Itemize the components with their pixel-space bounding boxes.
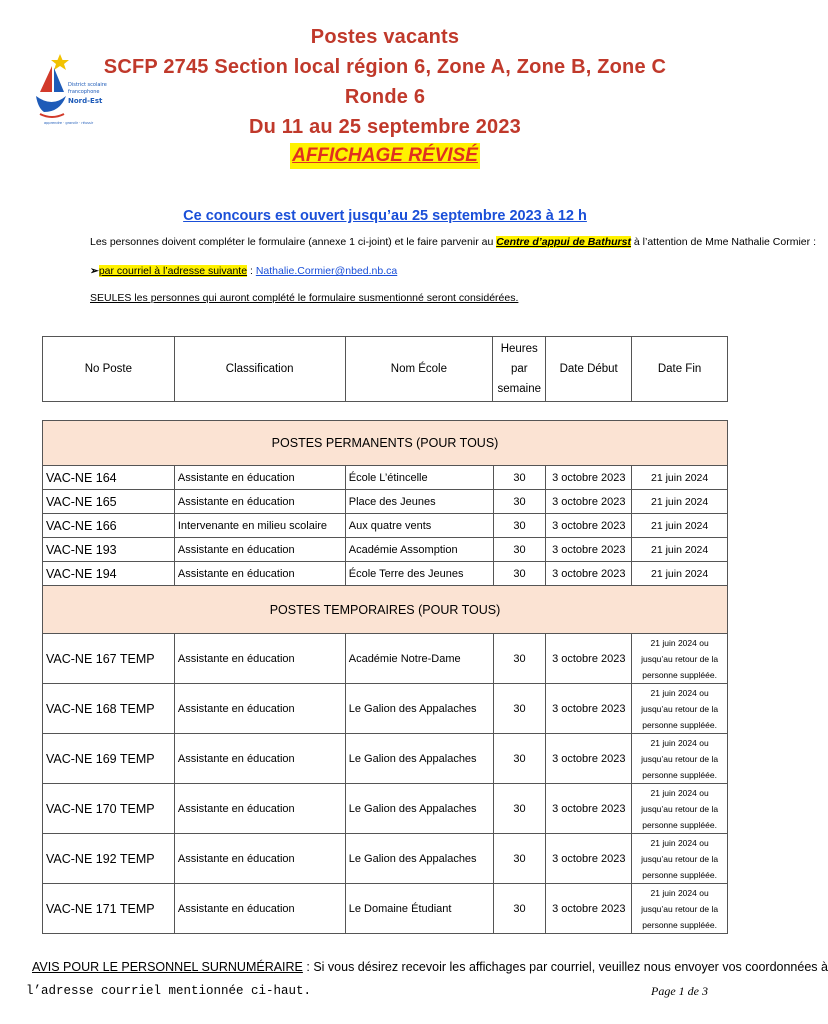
table-row [43,538,728,562]
table-row [43,514,728,538]
header-date-debut: Date Début [546,337,632,402]
svg-text:District scolaire: District scolaire [68,82,107,88]
header-classification: Classification [174,337,345,402]
section-permanent: POSTES PERMANENTS (POUR TOUS) [43,421,728,466]
posting-school: Place des Jeunes [345,490,493,514]
posting-number: VAC-NE 167 TEMP [43,634,175,684]
posting-classification: Assistante en éducation [174,466,345,490]
header-no-poste: No Poste [43,337,175,402]
posting-classification: Assistante en éducation [174,634,345,684]
posting-classification: Intervenante en milieu scolaire [174,514,345,538]
title-postes-vacants: Postes vacants [310,26,460,48]
posting-school: Le Domaine Étudiant [345,884,493,934]
posting-hours: 30 [493,562,546,586]
table-row [43,562,728,586]
table-row [43,466,728,490]
posting-hours: 30 [493,490,546,514]
posting-end-date: 21 juin 2024 [632,538,728,562]
posting-classification: Assistante en éducation [174,490,345,514]
posting-end-date: 21 juin 2024 ou jusqu’au retour de la personne suppléée. [632,884,728,934]
table-row [43,834,728,884]
posting-start-date: 3 octobre 2023 [546,784,632,834]
posting-end-date: 21 juin 2024 ou jusqu’au retour de la personne suppléée. [632,834,728,884]
posting-end-date: 21 juin 2024 [632,562,728,586]
posting-number: VAC-NE 170 TEMP [43,784,175,834]
posting-end-date: 21 juin 2024 ou jusqu’au retour de la personne suppléée. [632,734,728,784]
posting-end-date: 21 juin 2024 [632,490,728,514]
posting-start-date: 3 octobre 2023 [546,490,632,514]
posting-classification: Assistante en éducation [174,834,345,884]
posting-start-date: 3 octobre 2023 [546,538,632,562]
posting-number: VAC-NE 164 [43,466,175,490]
centre-appui-label: Centre d’appui de Bathurst [496,236,631,248]
header-date-fin: Date Fin [632,337,728,402]
avis-notice-line2: l’adresse courriel mentionnée ci-haut. [26,984,312,998]
posting-start-date: 3 octobre 2023 [546,734,632,784]
avis-label: AVIS POUR LE PERSONNEL SURNUMÉRAIRE [32,960,303,974]
posting-start-date: 3 octobre 2023 [546,834,632,884]
posting-hours: 30 [493,884,546,934]
arrow-icon: ➢ [90,265,99,277]
header-nom-ecole: Nom École [345,337,493,402]
posting-hours: 30 [493,538,546,562]
posting-start-date: 3 octobre 2023 [546,562,632,586]
instructions-line: Les personnes doivent compléter le formulaire (annexe 1 ci-joint) et le faire parvenir au Centre d’appui de Bathurst à l’attention de Mme Nathalie Cormier : [90,236,816,248]
svg-text:Nord-Est: Nord-Est [68,97,103,105]
posting-school: Le Galion des Appalaches [345,784,493,834]
page-number: Page 1 de 3 [651,984,708,998]
posting-school: Académie Assomption [345,538,493,562]
posting-number: VAC-NE 166 [43,514,175,538]
header-titles [0,22,770,169]
posting-hours: 30 [493,684,546,734]
posting-hours: 30 [493,634,546,684]
posting-number: VAC-NE 194 [43,562,175,586]
posting-school: Le Galion des Appalaches [345,834,493,884]
svg-text:apprendre · grandir · réussir: apprendre · grandir · réussir [44,121,94,125]
posting-start-date: 3 octobre 2023 [546,634,632,684]
posting-school: École L’étincelle [345,466,493,490]
posting-end-date: 21 juin 2024 ou jusqu’au retour de la personne suppléée. [632,634,728,684]
postings-table [42,420,728,934]
posting-classification: Assistante en éducation [174,538,345,562]
posting-end-date: 21 juin 2024 [632,466,728,490]
header-heures: Heures par semaine [493,337,546,402]
email-link[interactable]: Nathalie.Cormier@nbed.nb.ca [255,265,398,277]
posting-school: Le Galion des Appalaches [345,734,493,784]
posting-classification: Assistante en éducation [174,784,345,834]
posting-classification: Assistante en éducation [174,684,345,734]
posting-school: École Terre des Jeunes [345,562,493,586]
title-scfp: SCFP 2745 Section local région 6, Zone A, Zone B, Zone C [103,56,667,78]
avis-notice: AVIS POUR LE PERSONNEL SURNUMÉRAIRE : Si vous désirez recevoir les affichages par courriel, veuillez nous envoyer vos coordonnées à [32,960,828,974]
posting-start-date: 3 octobre 2023 [546,514,632,538]
section-temporaire: POSTES TEMPORAIRES (POUR TOUS) [43,586,728,634]
posting-number: VAC-NE 168 TEMP [43,684,175,734]
table-row [43,784,728,834]
email-line: ➢par courriel à l’adresse suivante : Nathalie.Cormier@nbed.nb.ca [90,265,398,277]
posting-end-date: 21 juin 2024 ou jusqu’au retour de la personne suppléée. [632,784,728,834]
posting-start-date: 3 octobre 2023 [546,884,632,934]
posting-classification: Assistante en éducation [174,562,345,586]
svg-text:francophone: francophone [68,89,100,95]
posting-start-date: 3 octobre 2023 [546,684,632,734]
revised-badge: AFFICHAGE RÉVISÉ [290,143,480,169]
posting-number: VAC-NE 171 TEMP [43,884,175,934]
posting-hours: 30 [493,466,546,490]
posting-hours: 30 [493,514,546,538]
posting-school: Aux quatre vents [345,514,493,538]
posting-end-date: 21 juin 2024 [632,514,728,538]
posting-number: VAC-NE 165 [43,490,175,514]
title-ronde: Ronde 6 [344,86,426,108]
title-dates: Du 11 au 25 septembre 2023 [248,116,522,138]
column-header-table [42,336,728,402]
table-row [43,684,728,734]
posting-hours: 30 [493,834,546,884]
posting-school: Le Galion des Appalaches [345,684,493,734]
posting-hours: 30 [493,734,546,784]
posting-number: VAC-NE 192 TEMP [43,834,175,884]
table-row [43,884,728,934]
posting-school: Académie Notre-Dame [345,634,493,684]
posting-end-date: 21 juin 2024 ou jusqu’au retour de la personne suppléée. [632,684,728,734]
posting-number: VAC-NE 193 [43,538,175,562]
eligibility-note: SEULES les personnes qui auront complété le formulaire susmentionné seront considérées. [90,292,519,304]
posting-number: VAC-NE 169 TEMP [43,734,175,784]
posting-start-date: 3 octobre 2023 [546,466,632,490]
table-row [43,490,728,514]
table-row [43,734,728,784]
posting-hours: 30 [493,784,546,834]
posting-classification: Assistante en éducation [174,884,345,934]
deadline-notice: Ce concours est ouvert jusqu’au 25 septembre 2023 à 12 h [183,208,587,224]
table-row [43,634,728,684]
posting-classification: Assistante en éducation [174,734,345,784]
